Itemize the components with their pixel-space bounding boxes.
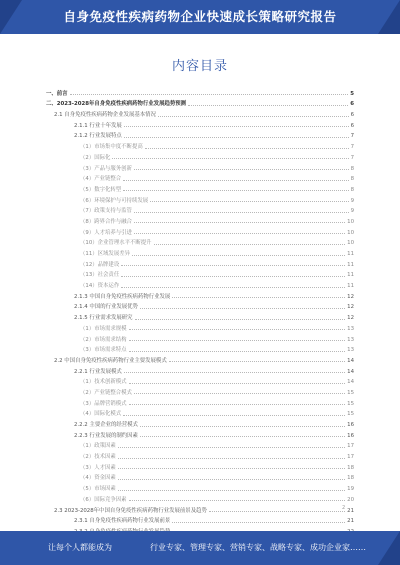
toc-entry[interactable]	[46, 214, 354, 225]
toc-entry-label: 二、2023-2028年自身免疫性疾病药物行业发展趋势预测	[46, 101, 187, 108]
toc-entry[interactable]	[46, 481, 354, 492]
toc-leader-dots	[123, 190, 348, 191]
toc-entry-page: 16	[347, 432, 354, 439]
toc-entry-label: （3）市场需求特点	[80, 347, 127, 354]
toc-entry-page: 18	[347, 475, 354, 482]
toc-entry-label: （1）市场集中度不断提高	[80, 144, 143, 151]
toc-entry-page: 19	[347, 486, 354, 493]
toc-entry-label: 2.2.2 主要企业的经营模式	[74, 422, 138, 428]
toc-entry-label: （5）数字化转型	[80, 186, 122, 193]
toc-entry-label: 2.1.2 行业发展特点	[74, 133, 122, 140]
toc-leader-dots	[134, 233, 345, 234]
toc-entry-page: 17	[347, 443, 354, 450]
toc-leader-dots	[118, 458, 345, 459]
toc-entry-label: 2.2.3 行业发展的制约因素	[74, 432, 138, 439]
toc-entry-page: 8	[350, 165, 354, 172]
toc-entry[interactable]	[46, 246, 354, 257]
toc-leader-dots	[112, 158, 348, 159]
toc-entry-page: 11	[347, 272, 354, 279]
toc-entry-label: （2）技术因素	[80, 454, 116, 461]
toc-entry[interactable]	[46, 503, 354, 514]
toc-entry[interactable]	[46, 257, 354, 268]
toc-leader-dots	[129, 351, 346, 352]
toc-entry-label: 2.3.1 自身免疫性疾病药物行业发展前景	[74, 518, 171, 525]
toc-leader-dots	[158, 116, 349, 117]
toc-leader-dots	[134, 222, 345, 223]
toc-entry-page: 10	[347, 229, 354, 236]
toc-entry-page: 8	[350, 186, 354, 193]
toc-entry-page: 13	[347, 336, 354, 343]
toc-leader-dots	[124, 137, 349, 138]
toc-entry-page: 14	[347, 357, 354, 364]
toc-leader-dots	[172, 522, 345, 523]
toc-entry[interactable]	[46, 364, 354, 375]
toc-entry-label: （2）产业链整合模式	[80, 389, 132, 396]
toc-entry-label: （14）资本运作	[80, 283, 120, 290]
toc-leader-dots	[140, 426, 345, 427]
toc-entry[interactable]	[46, 182, 354, 193]
toc-entry-label: 2.1 自身免疫性疾病药物企业发展基本情况	[54, 112, 156, 119]
toc-entry-label: 2.1.4 中国的行业发展优势	[74, 304, 138, 311]
toc-entry[interactable]	[46, 332, 354, 343]
toc-entry[interactable]	[46, 268, 354, 279]
toc-entry-label: （3）品牌营销模式	[80, 400, 127, 407]
toc-leader-dots	[169, 361, 345, 362]
toc-entry[interactable]	[46, 278, 354, 289]
toc-entry[interactable]	[46, 449, 354, 460]
toc-entry-label: 2.3 2023-2028年中国自身免疫性疾病药物行业发展前景及趋势	[54, 507, 207, 514]
toc-entry-label: （4）国际化模式	[80, 411, 122, 418]
toc-leader-dots	[124, 126, 349, 127]
toc-entry-label: （6）国际竞争因素	[80, 496, 127, 503]
toc-entry[interactable]	[46, 353, 354, 364]
toc-entry[interactable]	[46, 471, 354, 482]
toc-entry-page: 17	[347, 454, 354, 461]
toc-entry[interactable]	[46, 118, 354, 129]
toc-heading: 内容目录	[171, 59, 228, 74]
toc-leader-dots	[129, 329, 346, 330]
toc-leader-dots	[154, 244, 346, 245]
toc-entry-label: （11）区域发展差异	[80, 251, 130, 257]
toc-entry[interactable]	[46, 139, 354, 150]
toc-leader-dots	[118, 447, 345, 448]
toc-entry-page: 8	[350, 176, 354, 183]
toc-entry-page: 9	[350, 208, 354, 215]
toc-entry-label: （1）政策因素	[80, 443, 116, 450]
toc-entry-label: （10）企业管理水平不断提升	[80, 240, 152, 247]
toc-entry[interactable]	[46, 396, 354, 407]
header-bar	[0, 0, 400, 34]
footer-bar	[0, 531, 400, 565]
toc-entry[interactable]	[46, 300, 354, 311]
toc-entry-page: 10	[347, 218, 354, 225]
toc-leader-dots	[121, 265, 345, 266]
toc-leader-dots	[134, 169, 349, 170]
footer-tags: 行业专家、管理专家、营销专家、战略专家、成功企业家……	[150, 543, 366, 552]
toc-entry-page: 15	[347, 400, 354, 407]
toc-entry[interactable]	[46, 289, 354, 300]
toc-entry-label: （1）市场需求规模	[80, 325, 127, 332]
toc-entry-label: 2.1.5 行业需求发展研究	[74, 315, 133, 322]
toc-entry-label: （13）社会责任	[80, 272, 120, 279]
toc-entry-page: 15	[347, 411, 354, 418]
toc-leader-dots	[118, 468, 345, 469]
toc-leader-dots	[123, 415, 345, 416]
toc-leader-dots	[135, 319, 346, 320]
toc-leader-dots	[123, 180, 348, 181]
toc-entry[interactable]	[46, 428, 354, 439]
toc-entry-page: 20	[347, 496, 354, 503]
toc-leader-dots	[118, 490, 345, 491]
toc-leader-dots	[129, 383, 346, 384]
toc-leader-dots	[118, 479, 345, 480]
toc-leader-dots	[134, 212, 349, 213]
toc-entry-page: 13	[347, 325, 354, 332]
toc-entry-page: 15	[347, 389, 354, 396]
toc-entry[interactable]	[46, 407, 354, 418]
toc-leader-dots	[129, 500, 346, 501]
toc-entry-page: 14	[347, 368, 354, 375]
toc-leader-dots	[134, 393, 345, 394]
toc-leader-dots	[209, 511, 345, 512]
toc-entry-label: 一、前言	[46, 90, 68, 97]
toc-entry-label: （2）国际化	[80, 154, 111, 161]
toc-entry-page: 12	[347, 315, 354, 322]
footer-slogan: 让每个人都能成为	[48, 543, 112, 552]
toc-entry-page: 7	[350, 144, 354, 151]
toc-leader-dots	[140, 436, 345, 437]
toc-entry[interactable]	[46, 460, 354, 471]
toc-entry[interactable]	[46, 417, 354, 428]
table-of-contents	[46, 86, 354, 535]
toc-leader-dots	[129, 340, 346, 341]
toc-entry-page: 11	[347, 251, 354, 257]
toc-entry-label: （2）市场需求结构	[80, 336, 127, 343]
toc-entry[interactable]	[46, 321, 354, 332]
toc-entry-page: 18	[347, 464, 354, 471]
toc-leader-dots	[121, 287, 345, 288]
toc-leader-dots	[70, 94, 349, 95]
toc-entry[interactable]	[46, 150, 354, 161]
toc-entry[interactable]	[46, 514, 354, 525]
toc-entry-page: 9	[350, 197, 354, 204]
toc-entry-page: 10	[347, 240, 354, 247]
toc-entry-page: 7	[350, 133, 354, 140]
toc-entry[interactable]	[46, 492, 354, 503]
toc-leader-dots	[124, 372, 345, 373]
toc-entry[interactable]	[46, 86, 354, 97]
toc-entry-label: （5）市场因素	[80, 486, 116, 493]
toc-entry-page: 11	[347, 261, 354, 268]
toc-entry[interactable]	[46, 225, 354, 236]
toc-entry-page: 16	[347, 422, 354, 428]
toc-leader-dots	[145, 148, 349, 149]
toc-leader-dots	[129, 404, 346, 405]
toc-entry[interactable]	[46, 193, 354, 204]
toc-entry[interactable]	[46, 375, 354, 386]
toc-entry-page: 6	[350, 122, 354, 129]
toc-entry-label: 2.1.3 中国自身免疫性疾病药物行业发展	[74, 293, 171, 300]
toc-entry[interactable]	[46, 97, 354, 108]
toc-entry[interactable]	[46, 129, 354, 140]
toc-entry-label: （4）资金因素	[80, 475, 116, 482]
toc-leader-dots	[121, 276, 345, 277]
toc-entry[interactable]	[46, 161, 354, 172]
toc-entry[interactable]	[46, 172, 354, 183]
toc-leader-dots	[172, 297, 345, 298]
toc-entry[interactable]	[46, 385, 354, 396]
toc-entry-label: 2.2 中国自身免疫性疾病药物行业主要发展模式	[54, 357, 167, 364]
toc-entry-page: 12	[347, 293, 354, 300]
toc-entry-page: 13	[347, 347, 354, 354]
toc-entry-label: （8）跨界合作与融合	[80, 218, 132, 225]
toc-entry[interactable]	[46, 310, 354, 321]
toc-entry-label: （6）环境保护与可持续发展	[80, 197, 149, 204]
toc-entry-label: （3）产品与服务创新	[80, 165, 132, 172]
page-number: 2	[342, 505, 346, 511]
toc-entry[interactable]	[46, 236, 354, 247]
toc-entry[interactable]	[46, 204, 354, 215]
toc-entry-page: 21	[347, 507, 354, 514]
toc-entry-page: 11	[347, 283, 354, 290]
toc-leader-dots	[132, 255, 345, 256]
toc-entry-page: 12	[347, 304, 354, 311]
report-title: 自身免疫性疾病药物企业快速成长策略研究报告	[63, 9, 337, 24]
toc-entry-page: 5	[350, 90, 354, 97]
toc-entry-label: （9）人才培养与引进	[80, 229, 132, 236]
toc-entry-page: 14	[347, 379, 354, 386]
toc-entry[interactable]	[46, 439, 354, 450]
toc-leader-dots	[188, 105, 348, 106]
toc-entry-page: 7	[350, 154, 354, 161]
toc-entry-page: 6	[350, 101, 354, 108]
toc-entry[interactable]	[46, 343, 354, 354]
toc-entry-label: （7）政策支持与监管	[80, 208, 132, 215]
toc-entry-label: （4）产业链整合	[80, 176, 122, 183]
toc-entry-page: 21	[347, 518, 354, 525]
toc-leader-dots	[140, 308, 345, 309]
toc-leader-dots	[150, 201, 348, 202]
footer-accent	[378, 531, 400, 565]
toc-entry-label: （12）品牌建设	[80, 261, 120, 268]
toc-entry-label: （1）技术创新模式	[80, 379, 127, 386]
toc-entry-label: 2.2.1 行业发展模式	[74, 368, 122, 375]
toc-entry-label: （3）人才因素	[80, 464, 116, 471]
toc-entry-label: 2.1.1 行业十年发展	[74, 122, 122, 129]
toc-entry-page: 6	[350, 112, 354, 119]
toc-entry[interactable]	[46, 107, 354, 118]
